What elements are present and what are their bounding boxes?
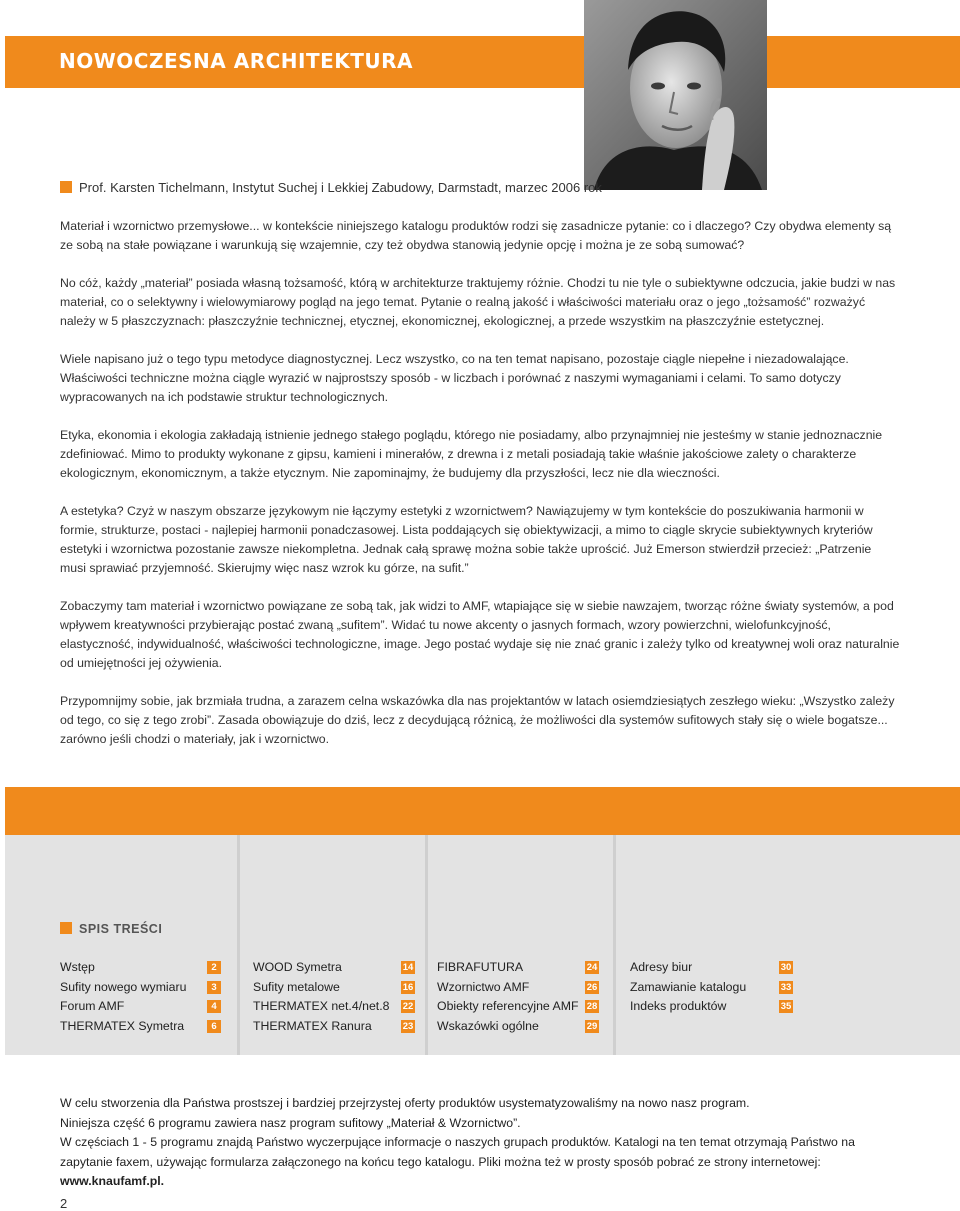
toc-column-2 <box>253 960 418 1038</box>
toc-entry-label: Sufity metalowe <box>253 979 340 994</box>
toc-entry-label: THERMATEX Symetra <box>60 1018 185 1033</box>
toc-entry[interactable] <box>60 999 220 1019</box>
toc-page-badge: 3 <box>207 981 221 994</box>
paragraph: Wiele napisano już o tego typu metodyce diagnostycznej. Lecz wszystko, co na ten temat napisano, pozostaje ciągle niepełne i niezadowalające. Właściwości techniczne można ciągle wyrazić w najprostszy sposób - w liczbach i porównać z naszymi wymaganiami i celami. To samo dotyczy wypracowanych na ich podstawie struktur technologicznych. <box>60 352 849 404</box>
header-band <box>5 36 960 88</box>
square-bullet-icon <box>60 181 72 193</box>
paragraph: Zobaczymy tam materiał i wzornictwo powiązane ze sobą tak, jak widzi to AMF, wtapiające się w siebie nawzajem, tworząc różne światy systemów, a pod wpływem kreatywności przybierając postać zwaną „sufitem”. Widać tu nowe akcenty o jasnych formach, wzory powierzchni, wielofunkcyjność, elastyczność, indywidualność, właściwości technologiczne, image. Jego postać wydaje się nie znać granic i zależy tylko od kreatywnej woli oraz naturalnie od umiejętności jej ożywienia. <box>60 599 900 670</box>
toc-page-badge: 28 <box>586 1001 598 1012</box>
toc-page-badge: 6 <box>207 1020 221 1033</box>
toc-entry-label: Indeks produktów <box>630 999 727 1013</box>
author-portrait <box>584 0 767 190</box>
toc-page-badge: 2 <box>207 961 221 974</box>
toc-entry[interactable] <box>60 980 220 1000</box>
toc-entry-label: FIBRAFUTURA <box>437 960 524 974</box>
toc-column-3 <box>437 960 602 1038</box>
page-title: NOWOCZESNA ARCHITEKTURA <box>59 49 414 73</box>
toc-page-badge: 35 <box>780 1001 792 1012</box>
toc-entry[interactable] <box>253 1019 418 1039</box>
paragraph: A estetyka? Czyż w naszym obszarze językowym nie łączymy estetyki z wzornictwem? Nawiązujemy w tym kontekście do poszukiwania harmonii w formie, strukturze, postaci - najlepiej harmonii ponadczasowej. Lista poddających się obiektywizacji, a mimo to ciągle skrycie subiektywnych kryteriów estetyki i wzornictwa pozostanie zawsze niekompletna. Jednak całą sprawę można sobie także uprościć. Już Emerson stwierdził przecież: „Patrzenie musi sprawiać przyjemność. Skierujmy więc nasz wzrok ku górze, na sufit.” <box>60 504 873 575</box>
toc-page-badge: 14 <box>402 962 414 973</box>
toc-entry-label: Forum AMF <box>60 999 125 1013</box>
toc-entry[interactable] <box>253 980 418 1000</box>
toc-page-badge: 22 <box>402 1001 414 1012</box>
toc-page-badge: 4 <box>207 1000 221 1013</box>
portrait-illustration <box>584 0 767 190</box>
toc-entry-label: WOOD Symetra <box>253 960 342 974</box>
footer-line: Niniejsza część 6 programu zawiera nasz program sufitowy „Materiał & Wzornictwo”. <box>60 1115 521 1130</box>
toc-entry-label: Adresy biur <box>630 960 693 974</box>
toc-column-1 <box>60 960 220 1038</box>
toc-entry[interactable] <box>630 980 795 1000</box>
toc-entry[interactable] <box>253 999 418 1019</box>
toc-entry-label: Sufity nowego wymiaru <box>60 979 187 994</box>
toc-entry[interactable] <box>437 999 602 1019</box>
toc-page-badge: 30 <box>780 962 792 973</box>
author-line <box>60 180 602 195</box>
gray-column-divider <box>613 835 616 1055</box>
footer-note <box>60 1094 900 1192</box>
toc-entry[interactable] <box>60 960 220 980</box>
author-text: Prof. Karsten Tichelmann, Instytut Suchej i Lekkiej Zabudowy, Darmstadt, marzec 2006 rok <box>79 180 602 195</box>
toc-page-badge: 33 <box>780 981 792 993</box>
toc-entry-label: Wzornictwo AMF <box>437 979 530 994</box>
toc-title-text: SPIS TREŚCI <box>79 922 163 936</box>
toc-page-badge: 26 <box>586 981 598 993</box>
page-number: 2 <box>60 1196 68 1211</box>
orange-divider-band <box>5 787 960 835</box>
paragraph: Materiał i wzornictwo przemysłowe... w kontekście niniejszego katalogu produktów rodzi się zasadnicze pytanie: co i dlaczego? Czy obydwa elementy są ze sobą na stałe powiązane i warunkują się wzajemnie, czy też obydwa stanowią jedynie opcję i można je ze sobą sumować? <box>60 219 892 252</box>
toc-entry-label: Wskazówki ogólne <box>437 1018 539 1033</box>
toc-page-badge: 23 <box>402 1020 414 1032</box>
toc-page-badge: 29 <box>586 1020 598 1032</box>
toc-entry-label: Obiekty referencyjne AMF <box>437 999 579 1013</box>
toc-entry[interactable] <box>60 1019 220 1039</box>
toc-entry[interactable] <box>253 960 418 980</box>
toc-entry-label: Zamawianie katalogu <box>630 979 747 994</box>
gray-column-divider <box>237 835 240 1055</box>
toc-page-badge: 16 <box>402 981 414 993</box>
article-body <box>60 217 900 768</box>
toc-entry[interactable] <box>437 960 602 980</box>
toc-page-badge: 24 <box>586 962 598 973</box>
toc-entry[interactable] <box>437 980 602 1000</box>
toc-entry-label: THERMATEX net.4/net.8 <box>253 999 390 1013</box>
paragraph: No cóż, każdy „materiał” posiada własną tożsamość, którą w architekturze traktujemy różnie. Chodzi tu nie tyle o subiektywne odczucia, jakie budzi w nas materiał, co o selektywny i wielowymiarowy pogląd na jego temat. Pytanie o realną jakość i właściwości materiału oraz o jego „tożsamość” rozważyć należy w 5 płaszczyznach: płaszczyźnie technicznej, etycznej, ekonomicznej, ekologicznej, a przede wszystkim na płaszczyźnie estetycznej. <box>60 276 896 328</box>
square-bullet-icon <box>60 922 72 934</box>
paragraph: Etyka, ekonomia i ekologia zakładają istnienie jednego stałego poglądu, którego nie posiadamy, albo przynajmniej nie jesteśmy w stanie jednoznacznie zdefiniować. Mimo to produkty wykonane z gipsu, kamieni i minerałów, z drewna i z metali posiadają takie właśnie jakościowe zalety o charakterze ekologicznym, ekonomicznym, a także etycznym. Nie zapominajmy, że budujemy dla przyszłości, lecz nie dla wieczności. <box>60 428 883 480</box>
footer-line: W celu stworzenia dla Państwa prostszej i bardziej przejrzystej oferty produktów usystematyzowaliśmy na nowo nasz program. <box>60 1096 750 1110</box>
toc-entry[interactable] <box>630 999 795 1019</box>
gray-column-divider <box>425 835 428 1055</box>
toc-entry-label: Wstęp <box>60 960 95 974</box>
toc-entry[interactable] <box>437 1019 602 1039</box>
toc-entry[interactable] <box>630 960 795 980</box>
website-link[interactable]: www.knaufamf.pl. <box>60 1174 165 1188</box>
toc-entry-label: THERMATEX Ranura <box>253 1018 372 1033</box>
toc-column-4 <box>630 960 795 1019</box>
footer-line: W częściach 1 - 5 programu znajdą Państwo wyczerpujące informacje o naszych grupach produktów. Katalogi na ten temat otrzymają Państwo na zapytanie faxem, używając formularza załączonego na końcu tego katalogu. Pliki można też w prosty sposób pobrać ze strony internetowej: <box>60 1135 855 1169</box>
paragraph: Przypomnijmy sobie, jak brzmiała trudna, a zarazem celna wskazówka dla nas projektantów w latach osiemdziesiątych zeszłego wieku: „Wszystko zależy od tego, co się z tego zrobi”. Zasada obowiązuje do dziś, lecz z decydującą różnicą, że możliwości dla systemów sufitowych stały się o wiele bogatsze... zarówno jeśli chodzi o materiały, jak i wzornictwo. <box>60 694 895 746</box>
toc-heading <box>60 922 162 936</box>
